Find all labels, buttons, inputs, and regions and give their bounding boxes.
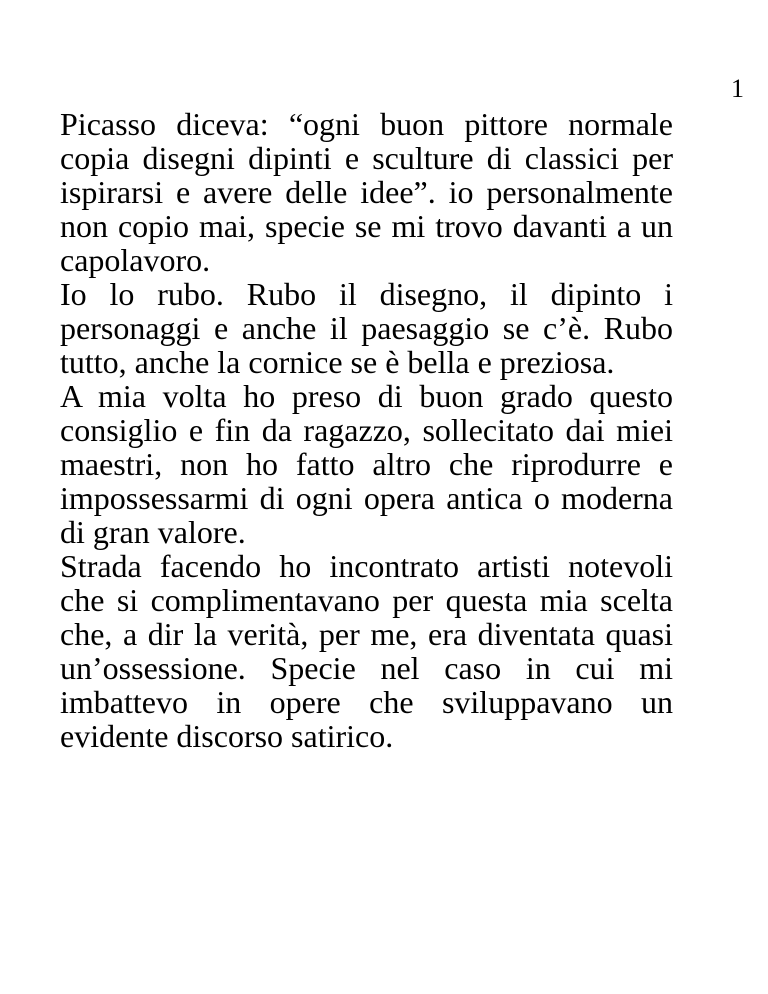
paragraph-1: Picasso diceva: “ogni buon pittore normale copia disegni dipinti e sculture di classici per ispirarsi e avere delle idee”. io personalmente non copio mai, specie se mi trovo davanti a un capolavoro.	[60, 106, 673, 278]
paragraph-4: Strada facendo ho incontrato artisti notevoli che si complimentavano per questa mia scelta che, a dir la verità, per me, era diventata quasi un’ossessione. Specie nel caso in cui mi imbattevo in opere che sviluppavano un evidente discorso satirico.	[60, 548, 673, 754]
document-body	[60, 107, 673, 753]
page-number: 1	[731, 74, 744, 103]
paragraph-2: Io lo rubo. Rubo il disegno, il dipinto i personaggi e anche il paesaggio se c’è. Rubo tutto, anche la cornice se è bella e preziosa.	[60, 276, 673, 380]
paragraph-3: A mia volta ho preso di buon grado questo consiglio e fin da ragazzo, sollecitato dai miei maestri, non ho fatto altro che riprodurre e impossessarmi di ogni opera antica o moderna di gran valore.	[60, 378, 673, 550]
